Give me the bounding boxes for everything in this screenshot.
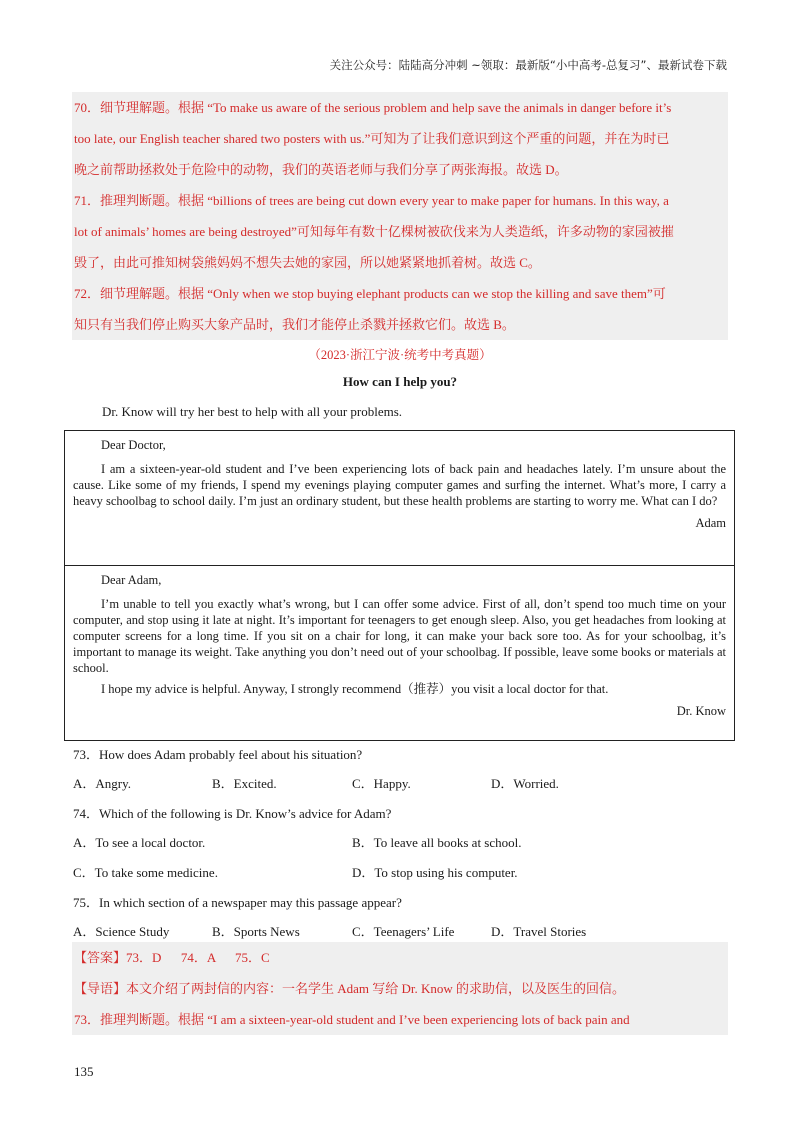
option-74-c: C．To take some medicine. (73, 865, 218, 880)
answer-analysis-block (72, 942, 728, 1035)
letter-signature: Adam (695, 516, 726, 530)
answer-key: 【答案】73．D 74．A 75．C (74, 950, 270, 965)
answer-line: 71．推理判断题。根据 “billions of trees are being cut down every year to make paper for humans. In this way, a (74, 193, 669, 208)
page-header: 关注公众号：陆陆高分冲刺 ~领取：最新版“小中高考-总复习”、最新试卷下载 (329, 58, 727, 72)
letter-salutation: Dear Adam, (101, 573, 162, 587)
exam-source: （2023·浙江宁波·统考中考真题） (308, 348, 492, 362)
letter-from-adam (64, 430, 735, 566)
letter-body: I hope my advice is helpful. Anyway, I strongly recommend（推荐）you visit a local doctor for that. (101, 682, 609, 696)
option-75-a: A．Science Study (73, 924, 170, 939)
passage-title: How can I help you? (342, 374, 458, 389)
letter-from-dr-know (64, 565, 735, 741)
option-73-a: A．Angry. (73, 776, 132, 791)
answer-line: lot of animals’ homes are being destroyed”可知每年有数十亿棵树被砍伐来为人类造纸，许多动物的家园被摧 (74, 224, 674, 239)
question-74: 74．Which of the following is Dr. Know’s advice for Adam? (73, 806, 392, 821)
option-73-b: B．Excited. (212, 776, 277, 791)
option-75-c: C．Teenagers’ Life (352, 924, 455, 939)
previous-answers-block (72, 92, 728, 340)
option-74-a: A．To see a local doctor. (73, 835, 206, 850)
answer-line: 72．细节理解题。根据 “Only when we stop buying elephant products can we stop the killing and save them”可 (74, 286, 666, 301)
question-75: 75．In which section of a newspaper may this passage appear? (73, 895, 402, 910)
option-74-b: B．To leave all books at school. (352, 835, 522, 850)
option-73-c: C．Happy. (352, 776, 411, 791)
option-73-d: D．Worried. (491, 776, 559, 791)
analysis-73: 73．推理判断题。根据 “I am a sixteen-year-old student and I’ve been experiencing lots of back pain and (74, 1012, 630, 1027)
letter-signature: Dr. Know (676, 704, 726, 718)
letter-salutation: Dear Doctor, (101, 438, 166, 452)
answer-line: 毁了，由此可推知树袋熊妈妈不想失去她的家园，所以她紧紧地抓着树。故选 C。 (74, 255, 541, 270)
answer-line: 70．细节理解题。根据 “To make us aware of the serious problem and help save the animals in danger before it’s (74, 100, 672, 115)
option-74-d: D．To stop using his computer. (352, 865, 518, 880)
guide-text: 【导语】本文介绍了两封信的内容：一名学生 Adam 写给 Dr. Know 的求助信，以及医生的回信。 (74, 981, 626, 996)
answer-line: 晚之前帮助拯救处于危险中的动物，我们的英语老师与我们分享了两张海报。故选 D。 (74, 162, 568, 177)
letter-body: I’m unable to tell you exactly what’s wrong, but I can offer some advice. First of all, don’t spend too much time on your computer, and stop using it late at night. It’s important for teenagers to get enough sleep. Also, you get headaches from looking at computer screens for a long time. If you sit on a chair for long, it can make your back sore too. As for your schoolbag, it’s important to manage its weight. Take anything you don’t need out of your schoolbag. If possible, leave some books or materials at school. (73, 597, 726, 675)
passage-intro: Dr. Know will try her best to help with all your problems. (102, 404, 403, 419)
answer-line: too late, our English teacher shared two posters with us.”可知为了让我们意识到这个严重的问题，并在为时已 (74, 131, 670, 146)
answer-line: 知只有当我们停止购买大象产品时，我们才能停止杀戮并拯救它们。故选 B。 (74, 317, 515, 332)
question-73: 73．How does Adam probably feel about his situation? (73, 747, 363, 762)
option-75-b: B．Sports News (212, 924, 300, 939)
letter-body: I am a sixteen-year-old student and I’ve been experiencing lots of back pain and headaches lately. I’m unsure about the cause. Like some of my friends, I spend my evenings playing computer games and surfing the internet. What’s more, I carry a heavy schoolbag to school daily. I’m just an ordinary student, but these health problems are starting to worry me. What can I do? (73, 462, 726, 508)
page-number: 135 (74, 1064, 94, 1079)
option-75-d: D．Travel Stories (491, 924, 587, 939)
